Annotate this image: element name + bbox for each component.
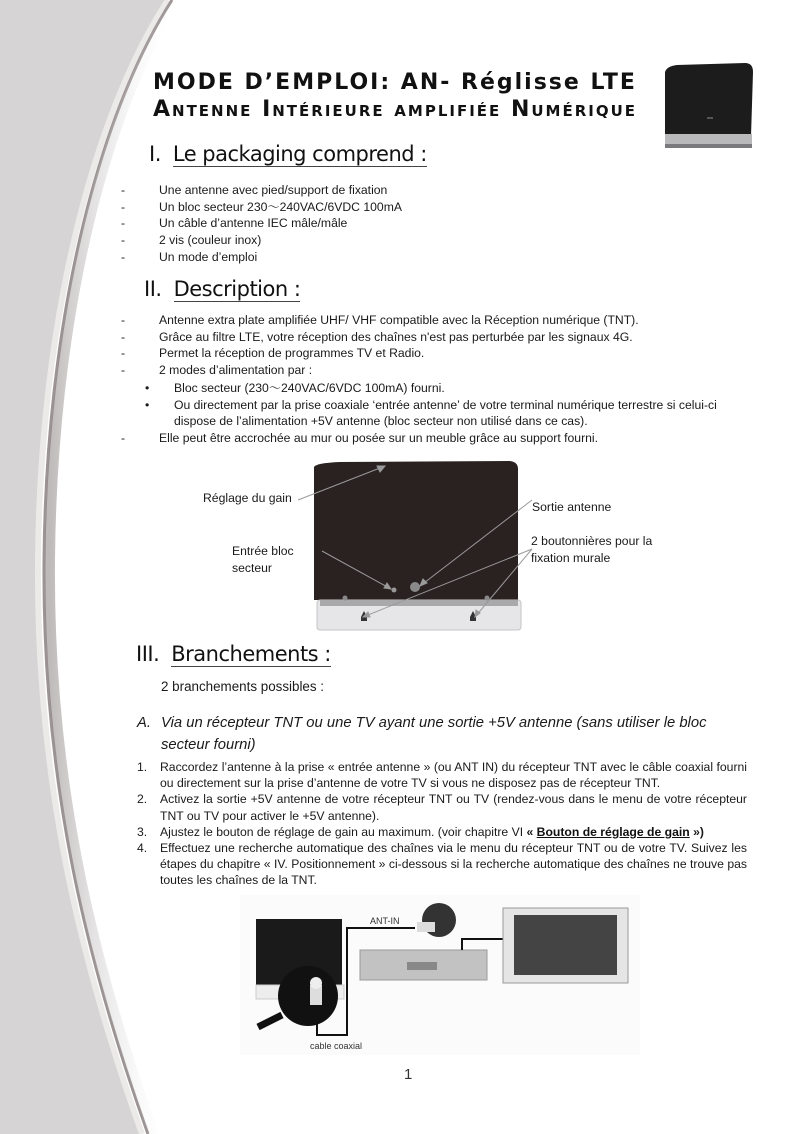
coax-cable-label: cable coaxial bbox=[310, 1041, 363, 1051]
document-title-line2: Antenne Intérieure amplifiée Numérique bbox=[153, 97, 638, 122]
list-item: - 2 modes d’alimentation par : • Bloc secteur (230～240VAC/6VDC 100mA) fourni. • Ou directement par la prise coaxiale ‘entrée antenne’ de votre terminal numérique terrestre si celui-ci dispose de l’alimentation +5V antenne (bloc secteur non utilisé dans ce cas). bbox=[121, 362, 751, 430]
label-wall-mount-slots: 2 boutonnières pour la fixation murale bbox=[531, 534, 653, 565]
section-heading-description: II. Description : bbox=[144, 277, 301, 301]
sub-list-item: • Ou directement par la prise coaxiale ‘entrée antenne’ de votre terminal numérique terrestre si celui-ci dispose de l’alimentation +5V antenne (bloc secteur non utilisé dans ce cas). bbox=[145, 397, 717, 429]
antenna-product-photo bbox=[657, 62, 757, 154]
sub-list-item: • Bloc secteur (230～240VAC/6VDC 100mA) fourni. bbox=[145, 380, 445, 395]
list-item: - Antenne extra plate amplifiée UHF/ VHF compatible avec la Réception numérique (TNT). bbox=[121, 313, 639, 327]
gain-button-chapter-link[interactable]: Bouton de réglage de gain bbox=[536, 824, 690, 839]
step-item: 4. Effectuez une recherche automatique des chaînes via le menu du récepteur TNT ou de votre TV. Suivez les étapes du chapitre « IV. Positionnement » ci-dessous si la recherche automatique des chaînes ne trouve pas toutes les chaînes de la TNT. bbox=[137, 841, 747, 888]
step-item: 1. Raccordez l’antenne à la prise « entrée antenne » (ou ANT IN) du récepteur TNT avec le câble coaxial fourni ou directement sur la prise d’antenne de votre TV si vous ne disposez pas de récepteur TNT. bbox=[137, 760, 747, 791]
description-list bbox=[121, 312, 751, 447]
list-item: - Un mode d’emploi bbox=[121, 249, 258, 264]
step-item: 3. Ajustez le bouton de réglage de gain au maximum. (voir chapitre VI « Bouton de réglage de gain ») bbox=[137, 824, 704, 839]
list-item: - Une antenne avec pied/support de fixation bbox=[121, 183, 388, 197]
label-antenna-output: Sortie antenne bbox=[532, 500, 612, 514]
list-item: - 2 vis (couleur inox) bbox=[121, 233, 262, 248]
subsection-heading-a: A. Via un récepteur TNT ou une TV ayant une sortie +5V antenne (sans utiliser le bloc secteur fourni) bbox=[137, 715, 707, 753]
power-modes-sublist bbox=[135, 380, 751, 430]
list-item: - Grâce au filtre LTE, votre réception des chaînes n'est pas perturbée par les signaux 4G. bbox=[121, 329, 633, 344]
page-number: 1 bbox=[404, 1066, 413, 1083]
ant-in-label: ANT-IN bbox=[370, 916, 400, 926]
packaging-list bbox=[121, 182, 741, 266]
label-power-input: Entrée bloc secteur bbox=[232, 544, 294, 575]
section-heading-packaging: I. Le packaging comprend : bbox=[149, 142, 427, 166]
label-gain-adjust: Réglage du gain bbox=[203, 491, 292, 505]
list-item: - Un câble d’antenne IEC mâle/mâle bbox=[121, 216, 348, 231]
connection-steps bbox=[137, 759, 747, 889]
list-item: - Un bloc secteur 230～240VAC/6VDC 100mA bbox=[121, 199, 402, 214]
list-item: - Permet la réception de programmes TV et Radio. bbox=[121, 346, 425, 361]
step-item: 2. Activez la sortie +5V antenne de votre récepteur TNT ou TV (rendez-vous dans le menu de votre récepteur TNT ou TV pour activer le +5V antenne). bbox=[137, 792, 747, 823]
connections-intro: 2 branchements possibles : bbox=[161, 679, 325, 694]
section-heading-branchements: III. Branchements : bbox=[136, 642, 331, 666]
document-title-line1: MODE D’EMPLOI: AN- Réglisse LTE bbox=[153, 70, 637, 95]
connection-diagram bbox=[240, 895, 640, 1060]
list-item: - Elle peut être accrochée au mur ou posée sur un meuble grâce au support fourni. bbox=[121, 430, 599, 445]
